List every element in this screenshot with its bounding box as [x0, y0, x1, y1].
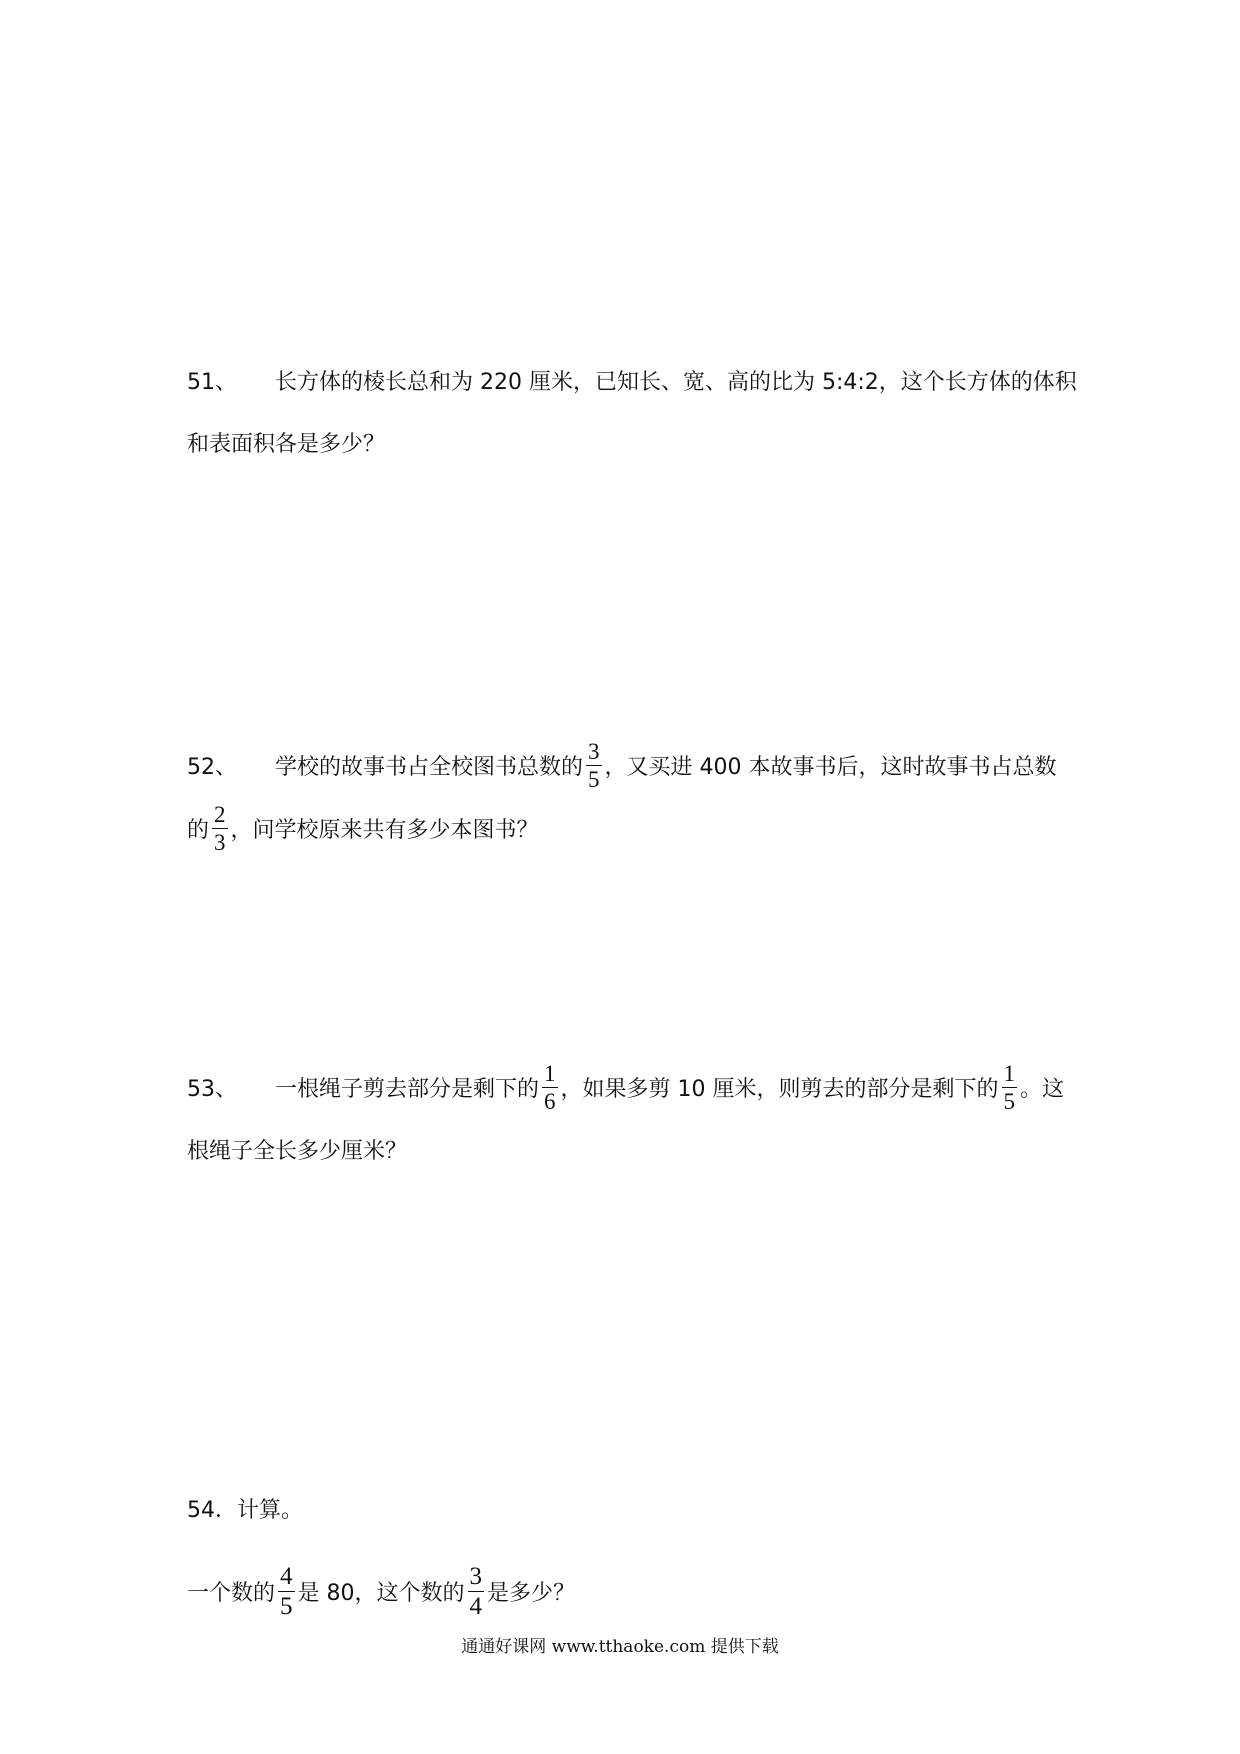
q53-fraction-1	[542, 1062, 558, 1113]
q53-text-b: ，如果多剪 10 厘米，则剪去的部分是剩下的	[560, 1076, 999, 1102]
q52-fraction-2	[212, 803, 228, 854]
q52-number: 52、	[187, 754, 237, 780]
q54-fraction-2	[468, 1564, 485, 1619]
q53-fraction-2	[1002, 1062, 1018, 1113]
q52-text-c: 的	[187, 817, 210, 843]
q54-title-line	[187, 1463, 303, 1553]
q52-line2	[187, 783, 539, 873]
q52-text-a: 学校的故事书占全校图书总数的	[275, 754, 584, 780]
q53-text-a: 一根绳子剪去部分是剩下的	[275, 1076, 540, 1102]
q53-number: 53、	[187, 1076, 237, 1102]
q52-frac1-denominator: 5	[588, 766, 600, 792]
q53-text-line2: 根绳子全长多少厘米？	[187, 1138, 408, 1164]
q54-line	[187, 1546, 575, 1636]
q53-text-c: 。这	[1020, 1076, 1065, 1102]
q54-frac2-numerator: 3	[469, 1562, 483, 1590]
q51-text-line1: 长方体的棱长总和为 220 厘米，已知长、宽、高的比为 5:4:2，这个长方体的体积	[275, 369, 1077, 395]
q54-text-a: 一个数的	[187, 1580, 276, 1606]
q51-line2	[187, 397, 385, 487]
page-footer: 通通好课网 www.tthaoke.com 提供下载	[461, 1637, 779, 1657]
q54-frac2-denominator: 4	[469, 1592, 483, 1620]
q51-text-line2: 和表面积各是多少？	[187, 431, 386, 457]
q52-frac2-denominator: 3	[214, 829, 226, 855]
q54-frac1-numerator: 4	[280, 1562, 293, 1590]
q52-text-b: ，又买进 400 本故事书后，这时故事书占总数	[604, 754, 1057, 780]
q53-frac2-numerator: 1	[1003, 1060, 1015, 1086]
q53-line2	[187, 1104, 407, 1194]
q53-frac1-denominator: 6	[544, 1088, 556, 1114]
q54-frac1-denominator: 5	[280, 1592, 293, 1620]
q52-fraction-1	[586, 740, 602, 791]
q54-title: 54．计算。	[187, 1497, 303, 1523]
q54-text-b: 是 80，这个数的	[297, 1580, 465, 1606]
q52-frac2-numerator: 2	[214, 801, 226, 827]
q53-frac1-numerator: 1	[544, 1060, 556, 1086]
q52-text-d: ，问学校原来共有多少本图书？	[230, 817, 539, 843]
q53-frac2-denominator: 5	[1003, 1088, 1015, 1114]
q51-number: 51、	[187, 369, 237, 395]
q54-text-c: 是多少？	[487, 1580, 576, 1606]
q54-fraction-1	[278, 1564, 295, 1619]
q52-frac1-numerator: 3	[588, 738, 600, 764]
